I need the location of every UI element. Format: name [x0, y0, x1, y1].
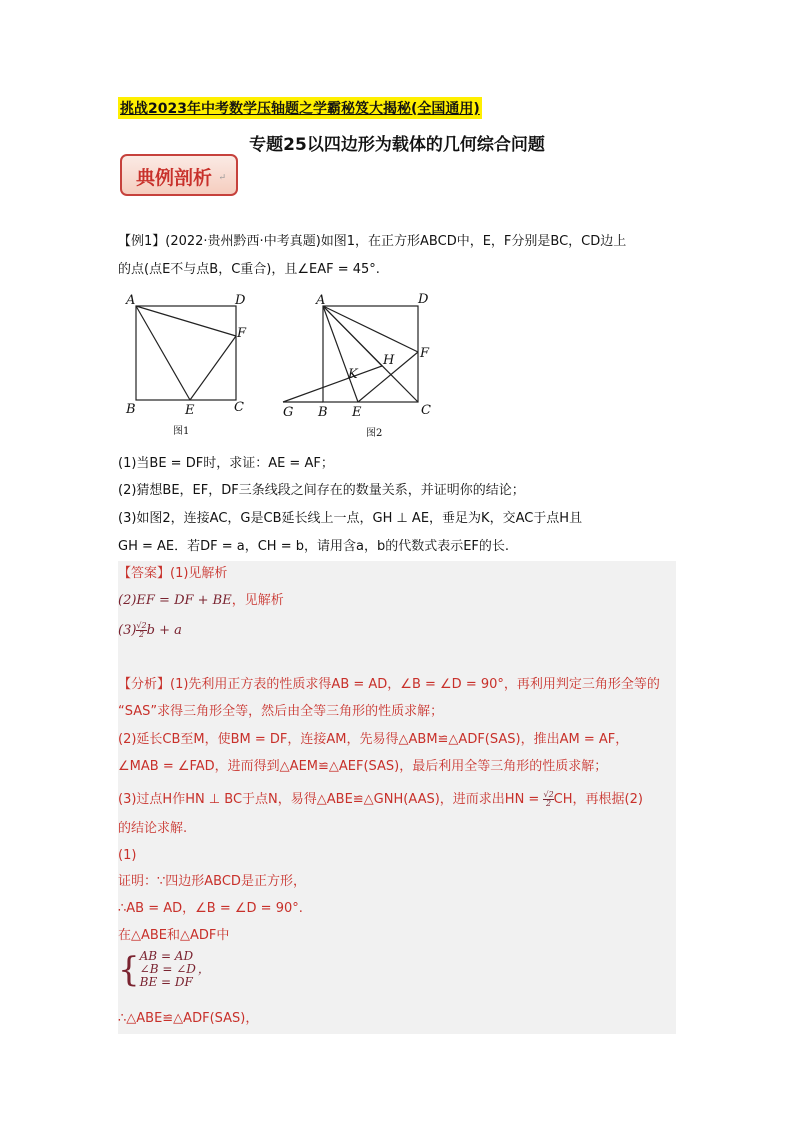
fig1-label-d: D [235, 293, 246, 308]
fig2-label-f: F [420, 346, 430, 361]
answer-3-fraction [136, 622, 146, 639]
answer-3-frac-num: √2 [136, 621, 147, 630]
fig1-label-e: E [185, 403, 195, 418]
fig1-labels [125, 293, 247, 437]
analysis-line-1 [118, 677, 660, 693]
fig2-label-d: D [418, 292, 429, 307]
fig1-square [136, 306, 236, 400]
analysis-5-frac-den: 2 [546, 799, 552, 808]
figure-1 [136, 306, 236, 400]
left-brace: { [118, 949, 140, 990]
fig2-label-b: B [318, 405, 328, 420]
fig2-label-a: A [316, 293, 326, 308]
proof-line-2: ∴AB = AD，∠B = ∠D = 90°. [118, 901, 303, 916]
problem-line-1: 【例1】(2022·贵州黔西·中考真题)如图1，在正方形ABCD中，E，F分别是BC，CD边上 [118, 234, 627, 249]
topic-title: 专题25以四边形为载体的几何综合问题 [249, 135, 545, 155]
system-line-2: ∠B = ∠D [139, 962, 196, 976]
proof-part-label: (1) [118, 848, 137, 863]
fig1-label-c: C [234, 400, 244, 415]
question-3-line-2: GH = AE．若DF = a，CH = b，请用含a，b的代数式表示EF的长. [118, 539, 510, 554]
analysis-line-4: ∠MAB = ∠FAD，进而得到△AEM≌△AEF(SAS)，最后利用全等三角形的性质求解； [118, 759, 608, 774]
fig2-label-e: E [352, 405, 362, 420]
fig1-label-a: A [126, 293, 136, 308]
answer-2-math: (2)EF = DF + BE [118, 593, 232, 608]
analysis-line-5 [118, 791, 643, 808]
fig1-caption: 图1 [173, 426, 190, 437]
analysis-5b: CH，再根据(2) [553, 792, 643, 807]
return-mark-icon: ↵ [218, 173, 226, 183]
system-line-1: AB = AD [139, 949, 194, 963]
badge-label: 典例剖析 [136, 167, 213, 189]
answer-3-suffix: b + a [146, 623, 182, 638]
fig2-line-ah [323, 306, 382, 366]
geometry-figures [118, 290, 438, 440]
problem-line-2: 的点(点E不与点B，C重合)，且∠EAF = 45°. [118, 262, 380, 277]
analysis-5a: (3)过点H作HN ⊥ BC于点N，易得△ABE≌△GNH(AAS)，进而求出HN = [118, 792, 540, 807]
answer-line-1 [118, 566, 227, 582]
fig1-line-ef [190, 336, 236, 400]
answer-label: 【答案】 [118, 566, 171, 581]
analysis-text-1: (1)先利用正方表的性质求得AB = AD，∠B = ∠D = 90°，再利用判定三角形全等的 [170, 677, 660, 692]
question-2: (2)猜想BE，EF，DF三条线段之间存在的数量关系，并证明你的结论； [118, 483, 525, 498]
fig1-label-b: B [126, 402, 136, 417]
fig2-caption: 图2 [366, 428, 383, 439]
section-badge [120, 154, 238, 196]
question-1: (1)当BE = DF时，求证：AE = AF； [118, 456, 334, 471]
fig2-label-c: C [421, 403, 431, 418]
answer-1: (1)见解析 [170, 566, 228, 581]
fig2-label-g: G [283, 405, 294, 420]
answer-line-2 [118, 593, 284, 609]
analysis-5-fraction [543, 791, 553, 808]
system-tail: ， [197, 962, 210, 976]
proof-line-3: 在△ABE和△ADF中 [118, 928, 230, 943]
question-3-line-1: (3)如图2，连接AC，G是CB延长线上一点，GH ⊥ AE，垂足为K，交AC于点H且 [118, 511, 583, 526]
analysis-line-2: “SAS”求得三角形全等，然后由全等三角形的性质求解； [118, 704, 444, 719]
system-line-3: BE = DF [139, 975, 193, 989]
answer-3-frac-den: 2 [138, 630, 145, 639]
system-lines [140, 950, 196, 989]
analysis-label: 【分析】 [118, 677, 171, 692]
proof-line-1: 证明：∵四边形ABCD是正方形， [118, 874, 306, 889]
series-title: 挑战2023年中考数学压轴题之学霸秘笈大揭秘(全国通用) [118, 97, 482, 119]
fig2-labels [283, 292, 431, 439]
proof-line-4: ∴△ABE≌△ADF(SAS)， [118, 1011, 259, 1026]
analysis-line-3: (2)延长CB至M，使BM = DF，连接AM，先易得△ABM≌△ADF(SAS)，推出AM = AF， [118, 732, 629, 747]
figure-2 [283, 306, 418, 402]
fig1-label-f: F [237, 326, 247, 341]
fig2-label-k: K [348, 367, 358, 382]
answer-3-prefix: (3) [118, 623, 137, 638]
answer-line-3 [118, 622, 182, 639]
analysis-line-6: 的结论求解. [118, 821, 188, 836]
analysis-5-frac-num: √2 [543, 790, 554, 799]
answer-2-text: ，见解析 [231, 593, 284, 608]
fig2-line-gh [283, 366, 382, 402]
congruence-system [118, 950, 210, 989]
fig2-label-h: H [383, 353, 395, 368]
